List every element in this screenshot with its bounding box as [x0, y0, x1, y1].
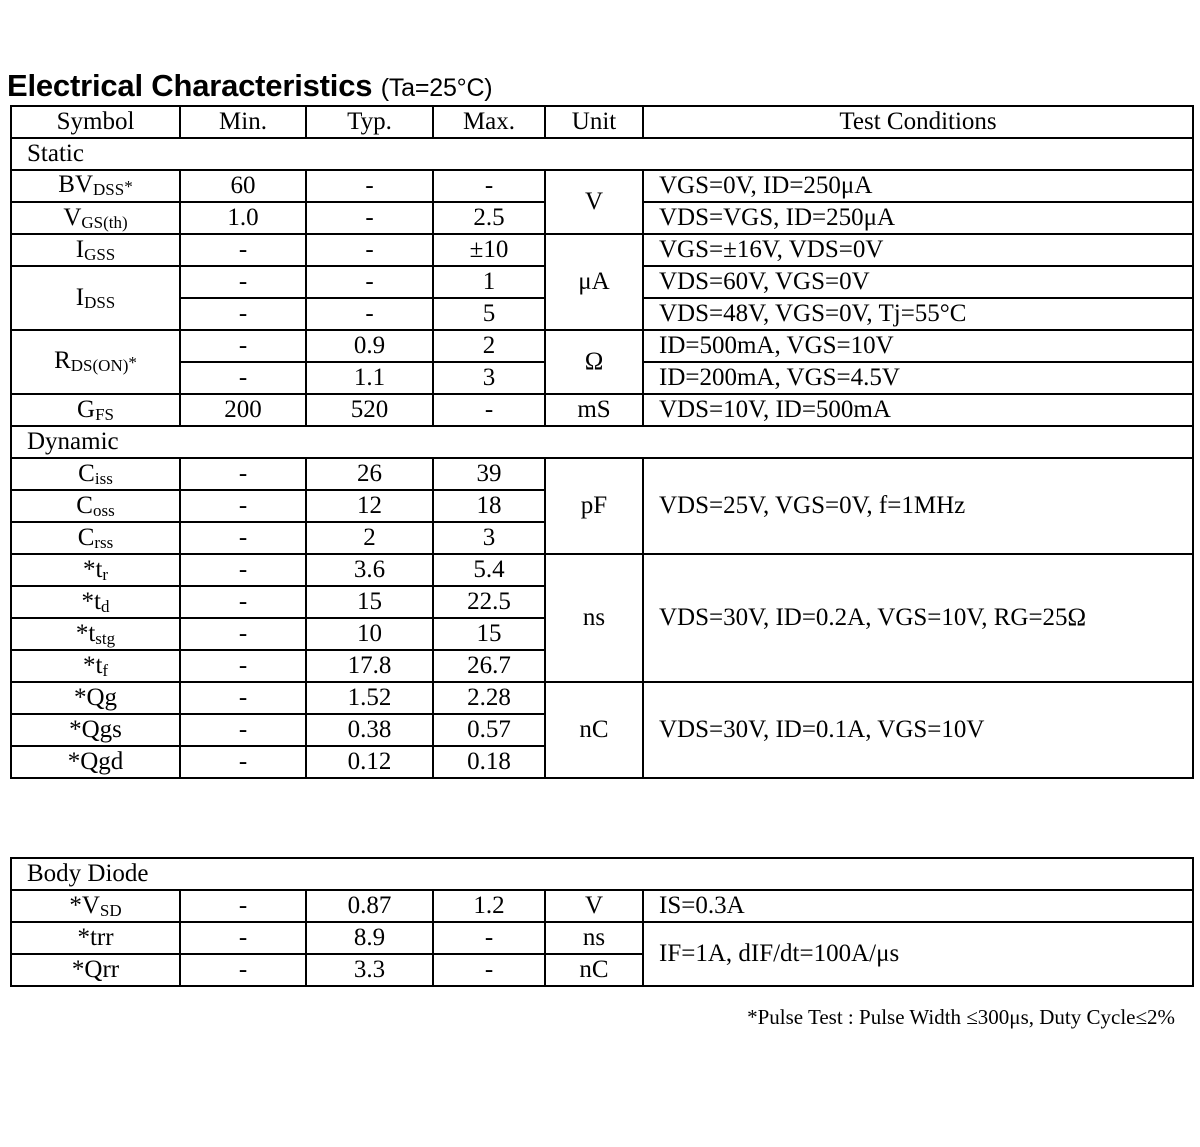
- page-title: [7, 68, 492, 104]
- symbol-text: *t: [75, 620, 96, 647]
- symbol-star: *: [124, 177, 133, 196]
- test-condition: IF=1A, dIF/dt=100A/μs: [643, 922, 1193, 986]
- symbol-sub: DS(ON): [70, 356, 129, 375]
- typ-value: -: [306, 234, 433, 266]
- body-diode-table: [10, 857, 1194, 987]
- symbol-idss: [11, 266, 180, 330]
- max-value: 3: [433, 362, 545, 394]
- symbol-trr: *trr: [11, 922, 180, 954]
- typ-value: 1.1: [306, 362, 433, 394]
- unit-value: ns: [545, 922, 643, 954]
- min-value: -: [180, 954, 306, 986]
- header-min: Min.: [180, 106, 306, 138]
- symbol-qg: *Qg: [11, 682, 180, 714]
- test-condition: VDS=10V, ID=500mA: [643, 394, 1193, 426]
- typ-value: 1.52: [306, 682, 433, 714]
- min-value: 1.0: [180, 202, 306, 234]
- symbol-sub: stg: [95, 629, 116, 648]
- symbol-crss: [11, 522, 180, 554]
- typ-value: -: [306, 202, 433, 234]
- min-value: -: [180, 746, 306, 778]
- min-value: -: [180, 458, 306, 490]
- symbol-text: BV: [58, 171, 94, 198]
- symbol-sub: FS: [95, 405, 114, 424]
- header-unit: Unit: [545, 106, 643, 138]
- min-value: -: [180, 234, 306, 266]
- max-value: 2.5: [433, 202, 545, 234]
- max-value: 0.57: [433, 714, 545, 746]
- symbol-sub: rss: [94, 533, 114, 552]
- unit-value: nC: [545, 954, 643, 986]
- min-value: -: [180, 650, 306, 682]
- test-condition: VDS=30V, ID=0.1A, VGS=10V: [643, 682, 1193, 778]
- symbol-text: C: [78, 460, 95, 487]
- title-main: Electrical Characteristics: [7, 68, 373, 103]
- max-value: -: [433, 170, 545, 202]
- symbol-text: I: [75, 236, 85, 263]
- min-value: 60: [180, 170, 306, 202]
- symbol-tr: [11, 554, 180, 586]
- test-condition: IS=0.3A: [643, 890, 1193, 922]
- min-value: -: [180, 922, 306, 954]
- unit-value: ns: [545, 554, 643, 682]
- symbol-text: G: [77, 396, 96, 423]
- test-condition: ID=500mA, VGS=10V: [643, 330, 1193, 362]
- symbol-igss: [11, 234, 180, 266]
- symbol-rdson: [11, 330, 180, 394]
- typ-value: 10: [306, 618, 433, 650]
- section-dynamic: Dynamic: [11, 426, 1193, 458]
- max-value: 15: [433, 618, 545, 650]
- unit-value: nC: [545, 682, 643, 778]
- symbol-text: *t: [82, 556, 103, 583]
- unit-value: V: [545, 170, 643, 234]
- typ-value: 26: [306, 458, 433, 490]
- min-value: -: [180, 490, 306, 522]
- table-row: [11, 394, 1193, 426]
- test-condition: VDS=25V, VGS=0V, f=1MHz: [643, 458, 1193, 554]
- symbol-vsd: [11, 890, 180, 922]
- symbol-sub: d: [100, 597, 110, 616]
- symbol-star: *: [128, 353, 137, 372]
- header-typ: Typ.: [306, 106, 433, 138]
- section-row-body-diode: [11, 858, 1193, 890]
- symbol-sub: DSS: [84, 293, 116, 312]
- typ-value: 17.8: [306, 650, 433, 682]
- typ-value: 0.9: [306, 330, 433, 362]
- table-row: [11, 554, 1193, 586]
- max-value: 5: [433, 298, 545, 330]
- max-value: 22.5: [433, 586, 545, 618]
- symbol-sub: GS(th): [81, 213, 128, 232]
- typ-value: -: [306, 298, 433, 330]
- max-value: -: [433, 922, 545, 954]
- max-value: 1: [433, 266, 545, 298]
- min-value: -: [180, 890, 306, 922]
- unit-value: pF: [545, 458, 643, 554]
- table-row: [11, 890, 1193, 922]
- symbol-sub: SD: [99, 901, 122, 920]
- symbol-sub: oss: [92, 501, 115, 520]
- typ-value: 8.9: [306, 922, 433, 954]
- typ-value: 15: [306, 586, 433, 618]
- symbol-text: *t: [82, 652, 103, 679]
- symbol-tf: [11, 650, 180, 682]
- min-value: 200: [180, 394, 306, 426]
- test-condition: VDS=60V, VGS=0V: [643, 266, 1193, 298]
- typ-value: 0.12: [306, 746, 433, 778]
- typ-value: -: [306, 170, 433, 202]
- symbol-coss: [11, 490, 180, 522]
- symbol-vgsth: [11, 202, 180, 234]
- electrical-characteristics-table: [10, 105, 1194, 779]
- table-row: [11, 330, 1193, 362]
- max-value: ±10: [433, 234, 545, 266]
- max-value: 26.7: [433, 650, 545, 682]
- min-value: -: [180, 618, 306, 650]
- min-value: -: [180, 682, 306, 714]
- min-value: -: [180, 586, 306, 618]
- max-value: 39: [433, 458, 545, 490]
- table-row: [11, 170, 1193, 202]
- symbol-qrr: *Qrr: [11, 954, 180, 986]
- min-value: -: [180, 266, 306, 298]
- min-value: -: [180, 362, 306, 394]
- symbol-gfs: [11, 394, 180, 426]
- symbol-text: *V: [69, 892, 100, 919]
- header-symbol: Symbol: [11, 106, 180, 138]
- section-body-diode: Body Diode: [11, 858, 1193, 890]
- footnote: *Pulse Test : Pulse Width ≤300μs, Duty Cycle≤2%: [747, 1005, 1175, 1029]
- min-value: -: [180, 714, 306, 746]
- symbol-sub: DSS: [93, 180, 125, 199]
- symbol-text: *t: [81, 588, 101, 615]
- max-value: 5.4: [433, 554, 545, 586]
- unit-value: V: [545, 890, 643, 922]
- section-static: Static: [11, 138, 1193, 170]
- test-condition: VGS=±16V, VDS=0V: [643, 234, 1193, 266]
- min-value: -: [180, 522, 306, 554]
- table-row: [11, 458, 1193, 490]
- test-condition: ID=200mA, VGS=4.5V: [643, 362, 1193, 394]
- table-row: [11, 234, 1193, 266]
- max-value: 3: [433, 522, 545, 554]
- typ-value: 3.6: [306, 554, 433, 586]
- max-value: 0.18: [433, 746, 545, 778]
- header-max: Max.: [433, 106, 545, 138]
- typ-value: 0.87: [306, 890, 433, 922]
- header-row: [11, 106, 1193, 138]
- unit-value: mS: [545, 394, 643, 426]
- typ-value: 0.38: [306, 714, 433, 746]
- typ-value: 520: [306, 394, 433, 426]
- max-value: -: [433, 394, 545, 426]
- section-row-static: [11, 138, 1193, 170]
- test-condition: VDS=VGS, ID=250μA: [643, 202, 1193, 234]
- max-value: 2: [433, 330, 545, 362]
- symbol-sub: r: [102, 565, 109, 584]
- min-value: -: [180, 298, 306, 330]
- table-row: [11, 682, 1193, 714]
- symbol-sub: f: [102, 661, 109, 680]
- symbol-sub: iss: [94, 469, 113, 488]
- max-value: 1.2: [433, 890, 545, 922]
- section-row-dynamic: [11, 426, 1193, 458]
- max-value: 18: [433, 490, 545, 522]
- symbol-tstg: [11, 618, 180, 650]
- min-value: -: [180, 554, 306, 586]
- symbol-text: C: [77, 524, 95, 551]
- symbol-text: V: [63, 204, 82, 231]
- test-condition: VDS=30V, ID=0.2A, VGS=10V, RG=25Ω: [643, 554, 1193, 682]
- header-conditions: Test Conditions: [643, 106, 1193, 138]
- title-condition: (Ta=25°C): [380, 74, 493, 102]
- symbol-text: I: [75, 284, 85, 311]
- symbol-ciss: [11, 458, 180, 490]
- typ-value: -: [306, 266, 433, 298]
- unit-value: Ω: [545, 330, 643, 394]
- symbol-qgs: *Qgs: [11, 714, 180, 746]
- symbol-qgd: *Qgd: [11, 746, 180, 778]
- unit-value: μA: [545, 234, 643, 330]
- symbol-text: R: [54, 347, 71, 374]
- typ-value: 2: [306, 522, 433, 554]
- test-condition: VGS=0V, ID=250μA: [643, 170, 1193, 202]
- min-value: -: [180, 330, 306, 362]
- symbol-text: C: [76, 492, 93, 519]
- symbol-td: [11, 586, 180, 618]
- max-value: 2.28: [433, 682, 545, 714]
- typ-value: 12: [306, 490, 433, 522]
- table-row: [11, 922, 1193, 954]
- symbol-sub: GSS: [84, 245, 116, 264]
- test-condition: VDS=48V, VGS=0V, Tj=55°C: [643, 298, 1193, 330]
- typ-value: 3.3: [306, 954, 433, 986]
- symbol-bvdss: [11, 170, 180, 202]
- max-value: -: [433, 954, 545, 986]
